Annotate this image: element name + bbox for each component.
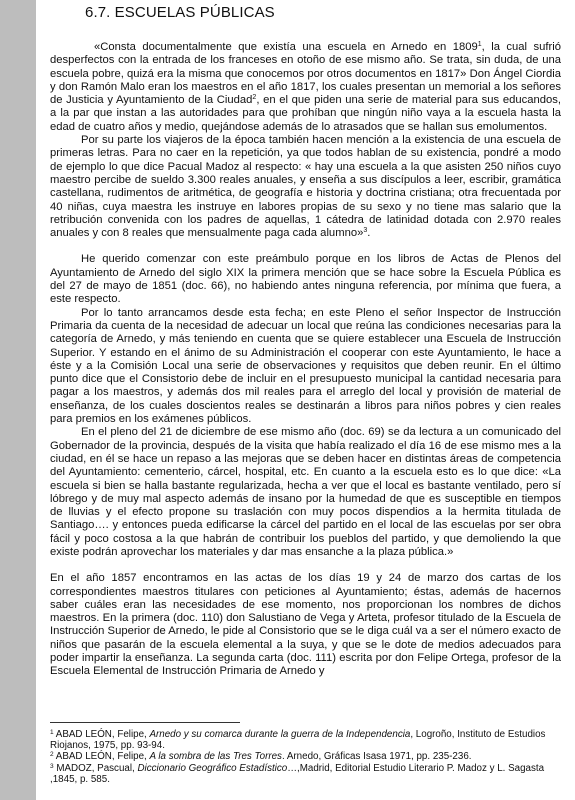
text-run: ABAD LEÓN, Felipe, [53,729,150,740]
text-run: Por su parte los viajeros de la época también hacen mención a la existencia de una escuela de primeras letras. Para no caer en la repetición, ya que todos hablan de su existencia, pondré a modo de ejemplo lo que dice Pacual Madoz al respecto: « hay una escuela a la que asisten 250 niños cuyo maestro percibe de sueldo 3.300 reales anuales, y enseña a sus discípulos a leer, escribir, gramática castellana, rudimentos de aritmética, de geografía e historia y doctrina cristiana; otra frecuentada por 40 niñas, cuya maestra les instruye en labores propias de su sexo y no tiene mas salario que la retribución convenida con los padres de aquellas, 1 cátedra de latinidad dotada con 2.970 reales anuales y con 8 reales que mensualmente paga cada alumno» [50,134,561,240]
italic-title: Diccionario Geográfico Estadístico [137,762,288,774]
text-run: MADOZ, Pascual, [53,762,138,774]
footnote-ref: 1 [477,41,482,48]
document-page [36,0,575,800]
italic-title: Arnedo y su comarca durante la guerra de la Independencia [149,729,411,740]
paragraph [50,41,561,134]
paragraph [50,572,561,678]
text-run: , Logroño, Instituto de Estudios Riojanos, 1975, pp. 93-94. [50,729,546,752]
text-run: En el pleno del 21 de diciembre de ese mismo año (doc. 69) se da lectura a un comunicado del Gobernador de la provincia, después de la visita que había realizado el día 16 de ese mismo mes a la ciudad, en él se hace un repaso a las mejoras que se deben hacer en distintas áreas de competencia del Ayuntamiento: cementerio, cárcel, hospital, etc. En cuanto a la escuela esto es lo que dice: «La escuela si bien se halla bastante regularizada, hecha a ver que el local es bastante ventilado, pero sí lóbrego y de muy mal aspecto además de insano por la humedad de que es susceptible en tiempos de lluvias y el efecto propone su traslación con muy pocos dispendios a la hermita titulada de Santiago…. y entonces pueda edificarse la cárcel del partido en el local de las escuelas por ser obra fácil y poco costosa a la que habrán de contribuir los pueblos del partido, y que demoliendo la que existe podrán aprovechar los materiales y dar mas ensanche a la plaza pública.» [50,426,561,558]
footnote [50,751,561,762]
paragraph [50,134,561,240]
text-run: En el año 1857 encontramos en las actas de los días 19 y 24 de marzo dos cartas de los correspondientes maestros titulares con peticiones al Ayuntamiento; éstas, además de hacernos saber cuáles eran las necesidades de ese momento, nos proporcionan los nombres de dichos maestros. En la primera (doc. 110) don Salustiano de Vega y Arteta, profesor titulado de la Escuela de Instrucción Superior de Arnedo, le pide al Consistorio que se le diga cuál va a ser el número exacto de niños que pasarán de la escuela elemental a la suya, y que se le dote de medios adecuados para poder impartir la enseñanza. La segunda carta (doc. 111) escrita por don Felipe Ortega, profesor de la Escuela Elemental de Instrucción Primaria de Arnedo y [50,572,561,678]
text-run: He querido comenzar con este preámbulo porque en los libros de Actas de Plenos del Ayuntamiento de Arnedo del siglo XIX la primera mención que se hace sobre la Escuela Pública es del 27 de mayo de 1851 (doc. 66), no habiendo antes ninguna referencia, por mínima que fuera, a este respecto. [50,253,561,306]
body-text [50,41,561,679]
text-run: . Arnedo, Gráficas Isasa 1971, pp. 235-236. [281,751,472,763]
paragraph [50,307,561,427]
paragraph [50,253,561,306]
italic-title: A la sombra de las Tres Torres [149,751,282,763]
footnote-ref: 2 [50,751,54,759]
footnote [50,763,561,785]
footnote-separator [50,722,240,723]
footnotes [50,729,561,785]
footnote-ref: 3 [363,227,368,235]
footnote-ref: 3 [50,762,54,770]
text-run: ABAD LEÓN, Felipe, [53,751,150,763]
footnote [50,729,561,751]
text-run: , la cual sufrió desperfectos con la entrada de los franceses en otoño de ese mismo año. Se trata, sin duda, de una escuela pobre, quizá era la misma que conocemos por otros documentos en 1817» Don Ángel Ciordia y don Ramón Malo eran los maestros en el año 1817, los cuales presentan un memorial a los señores de Justicia y Ayuntamiento de la Ciudad [50,41,561,107]
section-heading: 6.7. ESCUELAS PÚBLICAS [85,4,275,21]
text-run: , en el que piden una serie de material para sus educandos, a la par que instan a las autoridades para que prohíban que ningún niño vaya a la escuela hasta la edad de cuatro años y medio, quejándose además de lo atrasados que se hallan sus emolumentos. [50,94,561,133]
footnote-ref: 2 [252,94,257,102]
footnote-ref: 1 [50,729,54,736]
text-run: . [367,227,371,240]
text-run: Por lo tanto arrancamos desde esta fecha; en este Pleno el señor Inspector de Instrucción Primaria da cuenta de la necesidad de adecuar un local que reúna las condiciones necesarias para la categoría de Arnedo, y más teniendo en cuenta que se quiere establecer una Escuela de Instrucción Superior. Y estando en el ánimo de su Administración el cooperar con este Ayuntamiento, le hace a éste y a la Comisión Local una serie de observaciones y requisitos que deben reunir. En el último punto dice que el Consistorio debe de incluir en el presupuesto municipal la cantidad necesaria para pagar a los maestros, y además dos mil reales para el arreglo del local y provisión de material de enseñanza, de los cuales doscientos reales se destinarán a libros para niños pobres y cien reales para premios en los exámenes públicos. [50,306,561,426]
text-run: «Consta documentalmente que existía una escuela en Arnedo en 1809 [94,41,478,53]
paragraph [50,426,561,559]
text-run: …,Madrid, Editorial Estudio Literario P. Madoz y L. Sagasta ,1845, p. 585. [50,762,545,785]
